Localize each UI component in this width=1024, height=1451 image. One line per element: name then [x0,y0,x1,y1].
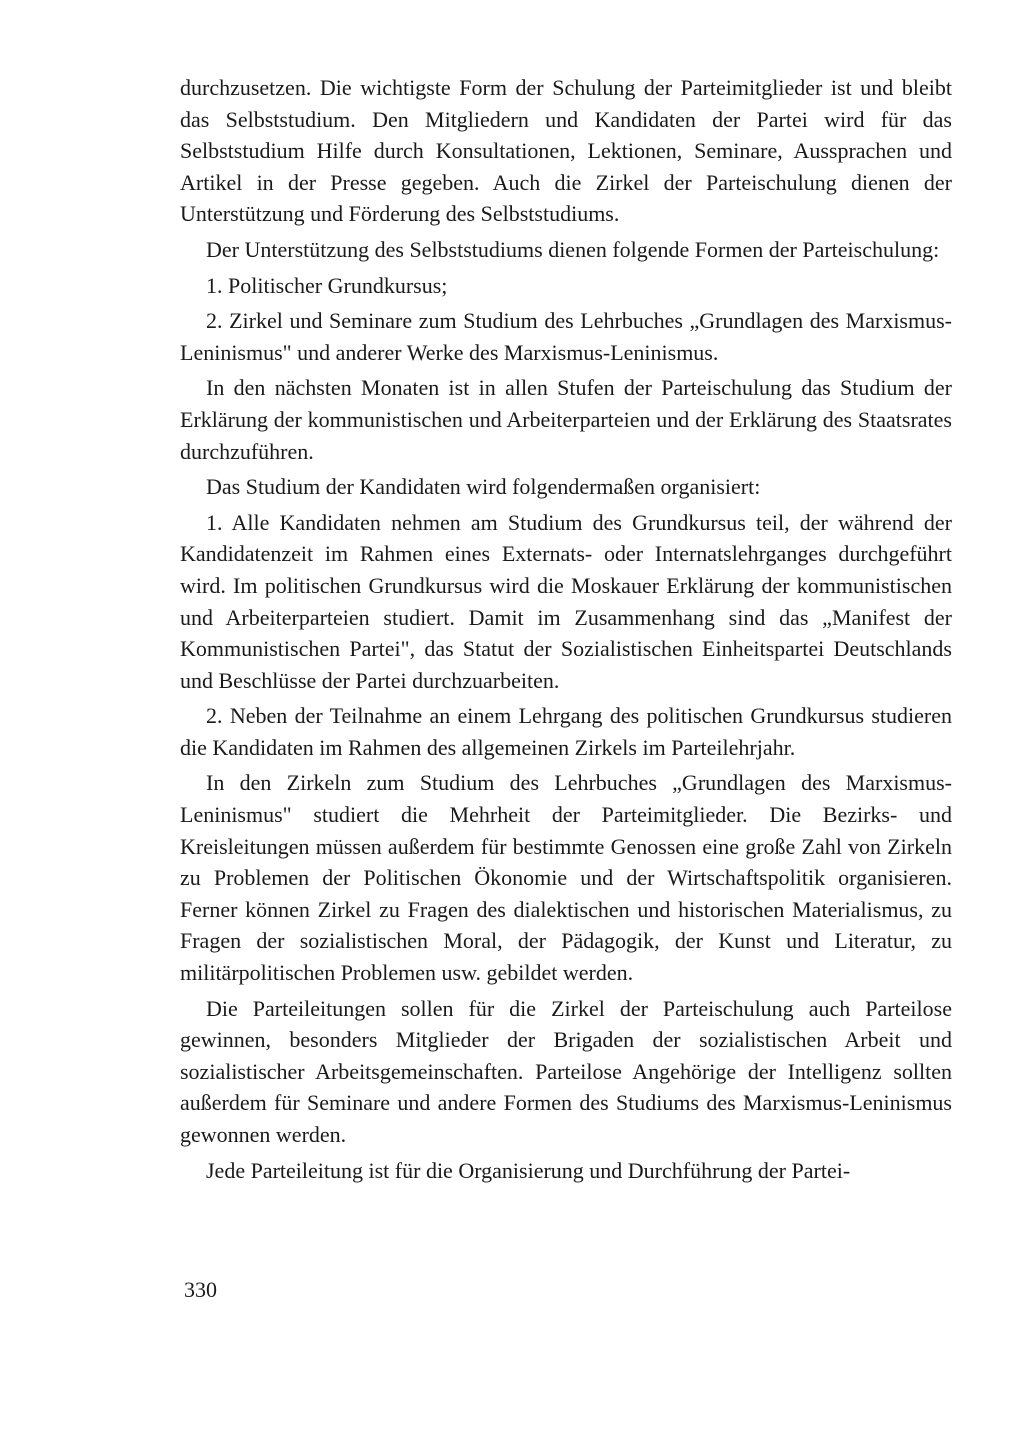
page-body [180,72,952,1190]
page-number: 330 [184,1277,217,1302]
list-item-1: 1. Politischer Grundkursus; [206,272,448,298]
list-item-3: 1. Alle Kandidaten nehmen am Studium des Grundkursus teil, der während der Kandidatenzeit im Rahmen eines Externats- oder Internatslehrganges durchgeführt wird. Im politischen Grundkursus wird die Moskauer Erklärung der kommunistischen und Arbeiterparteien studiert. Damit im Zusammenhang sind das „Manifest der Kommunistischen Partei", das Statut der Sozialistischen Einheitspartei Deutschlands und Beschlüsse der Partei durchzuarbeiten. [180,509,952,693]
paragraph-7: Jede Parteileitung ist für die Organisierung und Durchführung der Partei- [206,1157,851,1183]
paragraph-6: Die Parteileitungen sollen für die Zirkel der Parteischulung auch Parteilose gewinnen, besonders Mitglieder der Brigaden der sozialistischen Arbeit und sozialistischer Arbeitsgemeinschaften. Parteilose Angehörige der Intelligenz sollten außerdem für Seminare und andere Formen des Studiums des Marxismus-Leninismus gewonnen werden. [180,995,952,1147]
paragraph-1: durchzusetzen. Die wichtigste Form der Schulung der Parteimitglieder ist und bleibt das Selbststudium. Den Mitgliedern und Kandidaten der Partei wird für das Selbststudium Hilfe durch Konsultationen, Lektionen, Seminare, Aussprachen und Artikel in der Presse gegeben. Auch die Zirkel der Parteischulung dienen der Unterstützung und Förderung des Selbststudiums. [180,75,952,227]
list-item-4: 2. Neben der Teilnahme an einem Lehrgang des politischen Grundkursus studieren die Kandidaten im Rahmen des allgemeinen Zirkels im Parteilehrjahr. [180,703,952,760]
paragraph-2: Der Unterstützung des Selbststudiums dienen folgende Formen der Parteischulung: [206,236,940,262]
paragraph-3: In den nächsten Monaten ist in allen Stufen der Parteischulung das Studium der Erklärung der kommunistischen und Arbeiterparteien und der Erklärung des Staatsrates durchzuführen. [180,375,952,464]
paragraph-4: Das Studium der Kandidaten wird folgendermaßen organisiert: [206,474,761,500]
paragraph-5: In den Zirkeln zum Studium des Lehrbuches „Grundlagen des Marxismus-Leninismus" studiert die Mehrheit der Parteimitglieder. Die Bezirks- und Kreisleitungen müssen außerdem für bestimmte Genossen eine große Zahl von Zirkeln zu Problemen der Politischen Ökonomie und der Wirtschaftspolitik organisieren. Ferner können Zirkel zu Fragen des dialektischen und historischen Materialismus, zu Fragen der sozialistischen Moral, der Pädagogik, der Kunst und Literatur, zu militärpolitischen Problemen usw. gebildet werden. [180,770,952,986]
list-item-2: 2. Zirkel und Seminare zum Studium des Lehrbuches „Grundlagen des Marxismus-Leninismus" und anderer Werke des Marxismus-Leninismus. [180,308,952,365]
